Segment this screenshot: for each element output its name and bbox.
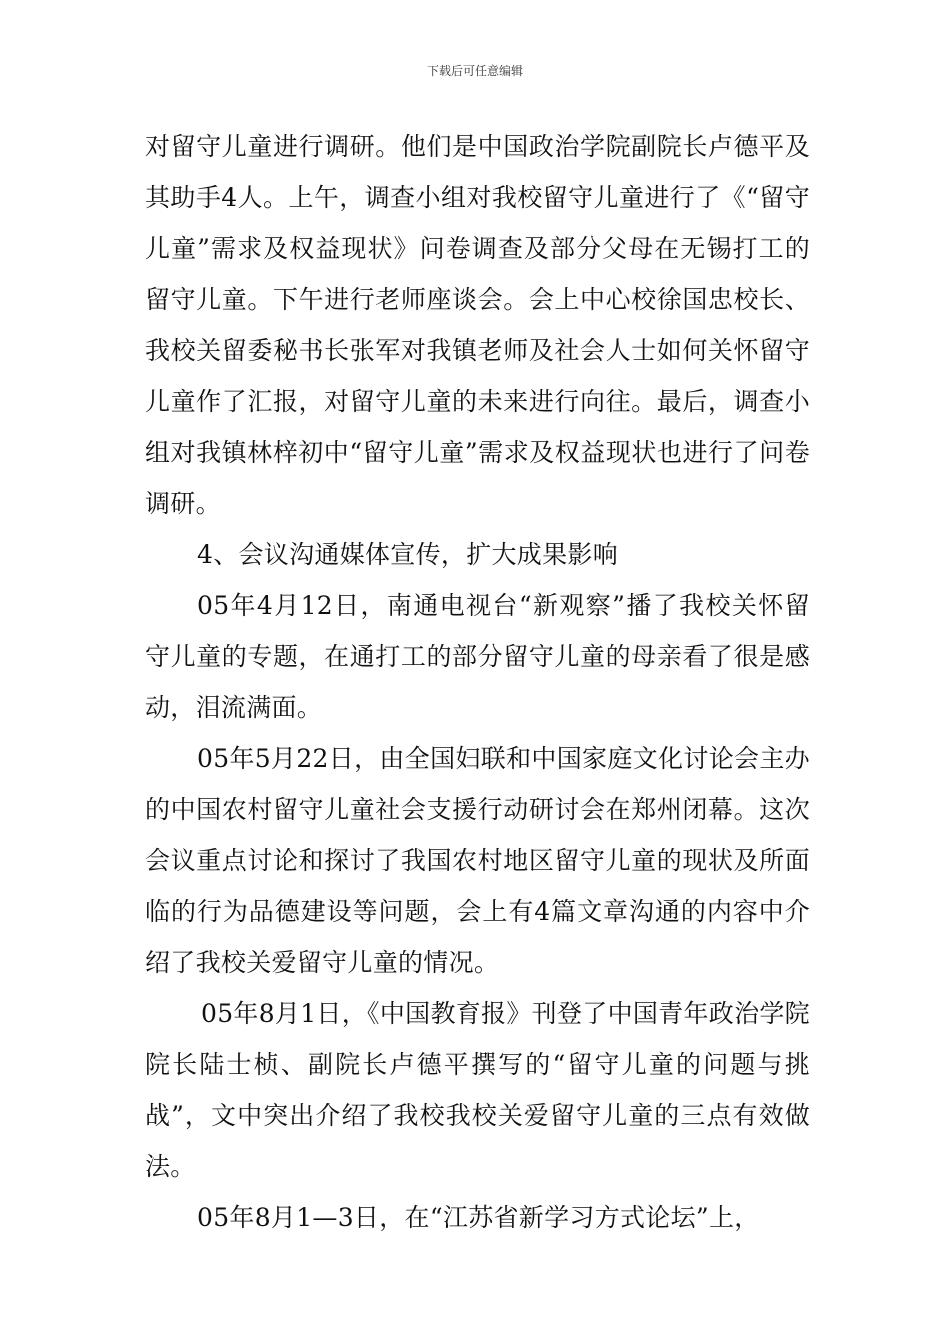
paragraph-continued: 对留守儿童进行调研。他们是中国政治学院副院长卢德平及其助手4人。上午，调查小组对我校留守儿童进行了《“留守儿童”需求及权益现状》问卷调查及部分父母在无锡打工的留守儿童。下午进行老师座谈会。会上中心校徐国忠校长、我校关留委秘书长张军对我镇老师及社会人士如何关怀留守儿童作了汇报，对留守儿童的未来进行向往。最后，调查小组对我镇林梓初中“留守儿童”需求及权益现状也进行了问卷调研。: [145, 132, 810, 518]
page-header: 下载后可任意编辑: [426, 64, 523, 78]
document-body: [145, 121, 810, 1243]
paragraph-education-daily: 05年8月1日，《中国教育报》刊登了中国青年政治学院院长陆士桢、副院长卢德平撰写的“留守儿童的问题与挑战”，文中突出介绍了我校我校关爱留守儿童的三点有效做法。: [145, 999, 810, 1181]
paragraph-tv-report: 05年4月12日，南通电视台“新观察”播了我校关怀留守儿童的专题，在通打工的部分留守儿童的母亲看了很是感动，泪流满面。: [145, 591, 810, 722]
paragraph-jiangsu-forum: 05年8月1—3日，在“江苏省新学习方式论坛”上，: [197, 1203, 760, 1232]
section-heading: 4、会议沟通媒体宣传，扩大成果影响: [197, 540, 619, 569]
paragraph-zhengzhou-seminar: 05年5月22日，由全国妇联和中国家庭文化讨论会主办的中国农村留守儿童社会支援行动研讨会在郑州闭幕。这次会议重点讨论和探讨了我国农村地区留守儿童的现状及所面临的行为品德建设等问题，会上有4篇文章沟通的内容中介绍了我校关爱留守儿童的情况。: [145, 744, 810, 977]
